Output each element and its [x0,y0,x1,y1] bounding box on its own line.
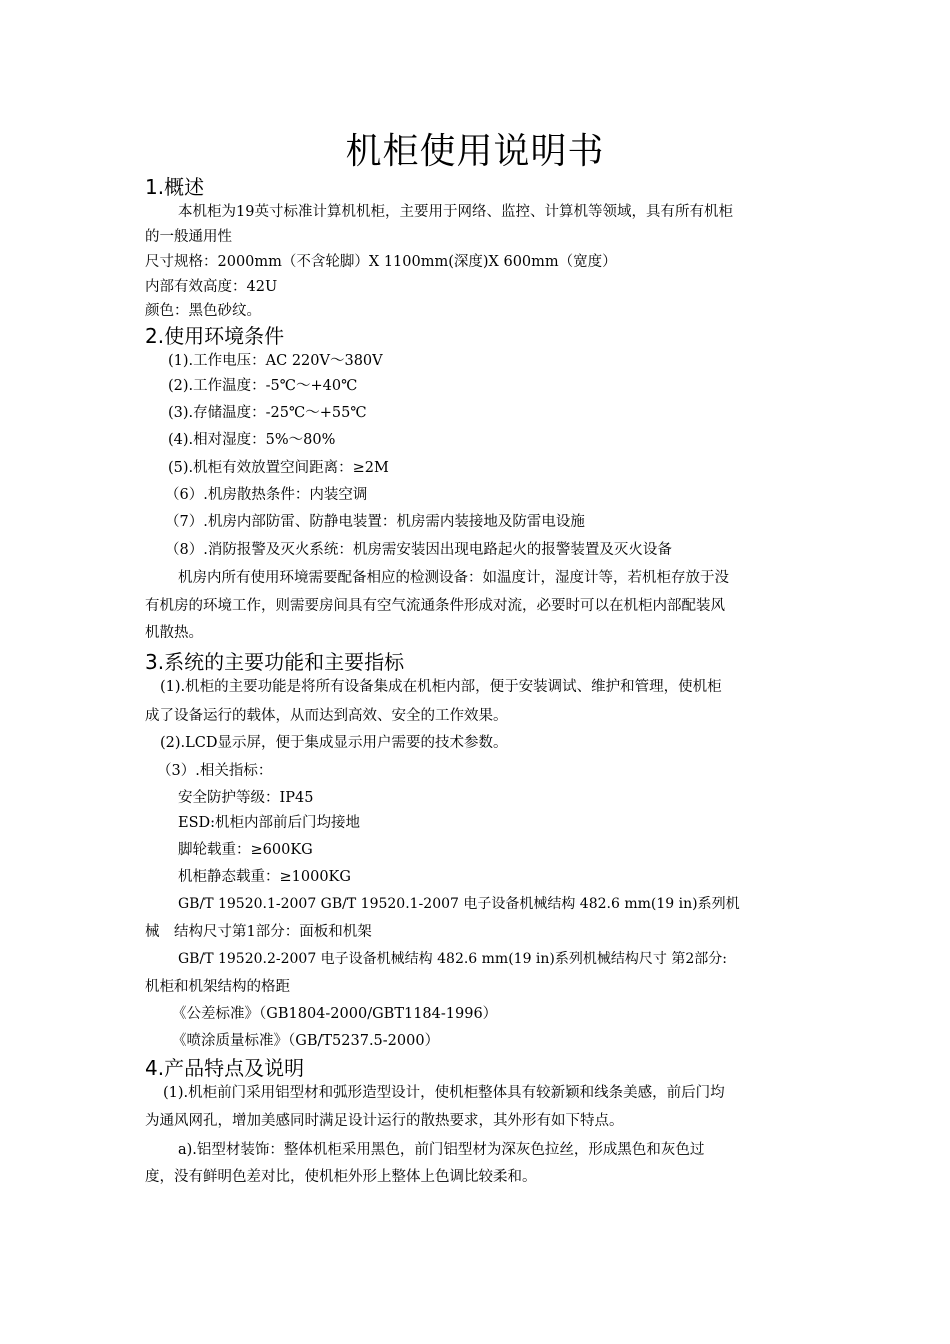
spec-item: ESD:机柜内部前后门均接地 [178,815,361,831]
section-heading-overview: 1.概述 [145,175,205,199]
list-item: (1).工作电压：AC 220V～380V [168,353,383,369]
paragraph-line: 机房内所有使用环境需要配备相应的检测设备：如温度计，湿度计等，若机柜存放于没 [178,570,729,586]
paragraph-line: 机散热。 [145,625,203,641]
list-item: （6）.机房散热条件：内装空调 [165,487,368,503]
spec-color: 颜色：黑色砂纹。 [145,303,261,319]
paragraph-line: (2).LCD显示屏，便于集成显示用户需要的技术参数。 [160,735,508,751]
list-item: （8）.消防报警及灭火系统：机房需安装因出现电路起火的报警装置及灭火设备 [165,542,672,558]
spec-internal-height: 内部有效高度：42U [145,279,278,295]
paragraph-line: 度，没有鲜明色差对比，使机柜外形上整体上色调比较柔和。 [145,1169,537,1185]
paragraph-line: 有机房的环境工作，则需要房间具有空气流通条件形成对流，必要时可以在机柜内部配装风 [145,598,725,614]
spec-dimensions: 尺寸规格：2000mm（不含轮脚）X 1100mm(深度)X 600mm（宽度） [145,254,617,270]
paragraph-line: a).铝型材装饰：整体机柜采用黑色，前门铝型材为深灰色拉丝，形成黑色和灰色过 [178,1142,705,1158]
standard-line: GB/T 19520.2-2007 电子设备机械结构 482.6 mm(19 in)系列机械结构尺寸 第2部分: [178,951,727,967]
standard-line: 机柜和机架结构的格距 [145,979,290,995]
paragraph-line: 成了设备运行的载体，从而达到高效、安全的工作效果。 [145,708,508,724]
section-heading-environment: 2.使用环境条件 [145,324,285,348]
paragraph-line: (1).机柜前门采用铝型材和弧形造型设计，使机柜整体具有较新颖和线条美感，前后门均 [163,1085,725,1101]
paragraph-line: (1).机柜的主要功能是将所有设备集成在机柜内部，便于安装调试、维护和管理，使机柜 [160,679,722,695]
paragraph-line: 为通风网孔，增加美感同时满足设计运行的散热要求，其外形有如下特点。 [145,1113,624,1129]
standard-line: 《喷涂质量标准》（GB/T5237.5-2000） [172,1033,440,1049]
section-heading-functions: 3.系统的主要功能和主要指标 [145,650,405,674]
paragraph-line: 本机柜为19英寸标准计算机机柜，主要用于网络、监控、计算机等领域，具有所有机柜 [178,204,733,220]
spec-item: 脚轮载重：≥600KG [178,842,313,858]
list-item: (3).存储温度：-25℃～+55℃ [168,405,367,421]
standard-line: GB/T 19520.1-2007 GB/T 19520.1-2007 电子设备机械结构 482.6 mm(19 in)系列机 [178,896,740,912]
list-item: (4).相对湿度：5%～80% [168,432,336,448]
spec-item: 安全防护等级：IP45 [178,790,314,806]
standard-line: 《公差标准》（GB1804-2000/GBT1184-1996） [172,1006,498,1022]
list-item: (2).工作温度：-5℃～+40℃ [168,378,358,394]
paragraph-line: （3）.相关指标： [157,763,273,779]
list-item: （7）.机房内部防雷、防静电装置：机房需内装接地及防雷电设施 [165,514,585,530]
standard-line: 械 结构尺寸第1部分：面板和机架 [145,924,372,940]
spec-item: 机柜静态载重：≥1000KG [178,869,351,885]
document-title: 机柜使用说明书 [345,131,605,172]
paragraph-line: 的一般通用性 [145,229,232,245]
section-heading-features: 4.产品特点及说明 [145,1056,305,1080]
list-item: (5).机柜有效放置空间距离：≥2M [168,460,389,476]
